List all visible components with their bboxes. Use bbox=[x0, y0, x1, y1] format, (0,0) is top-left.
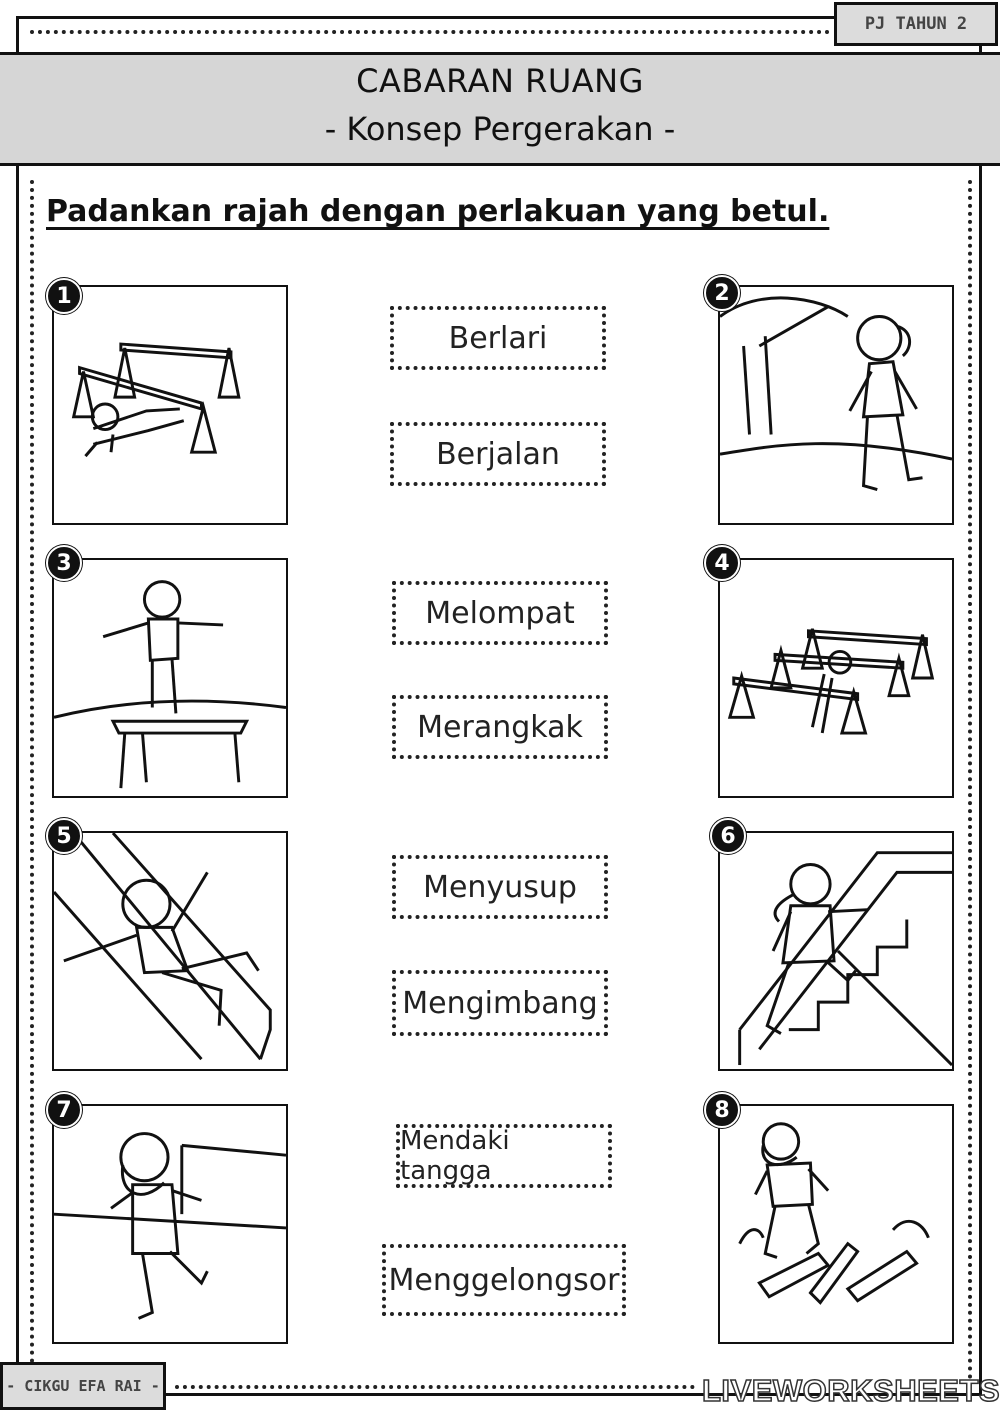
crawling-under-hurdles-illustration bbox=[54, 287, 286, 523]
crawling-through-hurdles-illustration bbox=[720, 560, 952, 796]
option-menggelongsor[interactable]: Menggelongsor bbox=[382, 1244, 626, 1316]
balancing-on-bench-illustration bbox=[54, 560, 286, 796]
author-tag: - CIKGU EFA RAI - bbox=[0, 1362, 166, 1410]
number-badge-2: 2 bbox=[704, 275, 740, 311]
dotted-border-bottom bbox=[175, 1385, 695, 1389]
picture-5-sliding bbox=[52, 831, 288, 1071]
option-merangkak[interactable]: Merangkak bbox=[392, 695, 608, 759]
option-berlari[interactable]: Berlari bbox=[390, 306, 606, 370]
picture-7-running bbox=[52, 1104, 288, 1344]
worksheet-title: CABARAN RUANG bbox=[356, 62, 644, 100]
liveworksheets-logo-icon bbox=[696, 1376, 698, 1406]
picture-3-balancing bbox=[52, 558, 288, 798]
number-badge-5: 5 bbox=[46, 818, 82, 854]
number-badge-3: 3 bbox=[46, 545, 82, 581]
dotted-border-right bbox=[968, 180, 972, 1380]
number-badge-4: 4 bbox=[704, 545, 740, 581]
number-badge-7: 7 bbox=[46, 1092, 82, 1128]
number-badge-1: 1 bbox=[46, 278, 82, 314]
option-mengimbang[interactable]: Mengimbang bbox=[392, 970, 608, 1036]
option-menyusup[interactable]: Menyusup bbox=[392, 855, 608, 919]
picture-4-crawling-through-hurdles bbox=[718, 558, 954, 798]
picture-2-walking bbox=[718, 285, 954, 525]
option-mendaki-tangga[interactable]: Mendaki tangga bbox=[396, 1124, 612, 1188]
sliding-illustration bbox=[54, 833, 286, 1069]
walking-girl-illustration bbox=[720, 287, 952, 523]
instruction-text: Padankan rajah dengan perlakuan yang betul. bbox=[46, 194, 830, 229]
option-berjalan[interactable]: Berjalan bbox=[390, 422, 606, 486]
dotted-border-top bbox=[30, 30, 830, 34]
picture-1-crawling-under-hurdles bbox=[52, 285, 288, 525]
dotted-border-left bbox=[30, 180, 34, 1380]
liveworksheets-brand bbox=[696, 1372, 1000, 1410]
subject-tag: PJ TAHUN 2 bbox=[834, 2, 998, 46]
jumping-over-logs-illustration bbox=[720, 1106, 952, 1342]
brand-text: LIVEWORKSHEETS bbox=[702, 1373, 1000, 1408]
number-badge-8: 8 bbox=[704, 1092, 740, 1128]
picture-6-climbing-stairs bbox=[718, 831, 954, 1071]
option-melompat[interactable]: Melompat bbox=[392, 581, 608, 645]
number-badge-6: 6 bbox=[710, 818, 746, 854]
worksheet-subtitle: - Konsep Pergerakan - bbox=[324, 110, 676, 148]
running-girl-illustration bbox=[54, 1106, 286, 1342]
climbing-stairs-illustration bbox=[720, 833, 952, 1069]
picture-8-jumping bbox=[718, 1104, 954, 1344]
